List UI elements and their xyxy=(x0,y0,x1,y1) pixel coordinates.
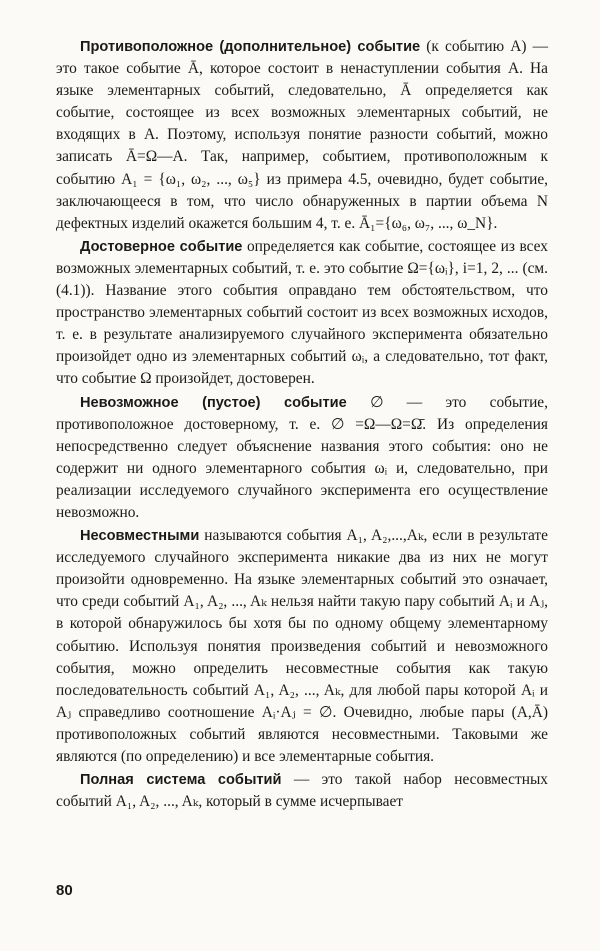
paragraph-complete-system xyxy=(56,769,548,813)
page-body xyxy=(56,36,548,813)
term-complementary-event: Противоположное (дополнительное) событие xyxy=(80,39,421,55)
page-number: 80 xyxy=(56,882,73,899)
paragraph-incompatible-events xyxy=(56,525,548,768)
term-incompatible-events: Несовместными xyxy=(80,528,200,545)
term-complete-system: Полная система событий xyxy=(80,772,282,789)
term-impossible-event: Невозможное (пустое) событие xyxy=(80,394,347,411)
paragraph-certain-event xyxy=(56,236,548,391)
paragraph-text: определяется как событие, состоящее из всех возможных элементарных событий, т. е. это событие Ω={ωᵢ}, i=1, 2, ... (см. (4.1)). Название этого события оправдано тем обстоятельством, что пространство элементарных событий состоит из всех возможных исходов, т. е. в результате анализируемого случайного эксперимента обязательно произойдет одно из элементарных событий ωᵢ, а следовательно, тот факт, что событие Ω произойдет, достоверен. xyxy=(56,237,548,388)
paragraph-text: — это такой набор несовместных событий A₁, A₂, ..., Aₖ, который в сумме исчерпывает xyxy=(56,771,548,811)
term-certain-event: Достоверное событие xyxy=(80,238,243,255)
paragraph-text: называются события A₁, A₂,...,Aₖ, если в результате исследуемого случайного эксперимента никакие два из них не могут произойти одновременно. На языке элементарных событий это означает, что среди событий A₁, A₂, ..., Aₖ нельзя найти такую пару событий Aᵢ и Aⱼ, в которой обнаружилось бы хотя бы по одному общему элементарному событию. Используя понятия произведения событий и невозможного события, можно определить несовместные события как такую последовательность событий A₁, A₂, ..., Aₖ, для любой пары которой Aᵢ и Aⱼ справедливо соотношение Aᵢ·Aⱼ = ∅. Очевидно, любые пары (A,Ā) противоположных событий являются несовместными. Таковыми же являются (по определению) и все элементарные события. xyxy=(56,527,548,765)
paragraph-complementary-event xyxy=(56,36,548,235)
paragraph-text: ∅ — это событие, противоположное достоверному, т. е. ∅ =Ω—Ω=Ω̄. Из определения непосредственно следует объяснение названия этого события: оно не содержит ни одного элементарного события ωᵢ и, следовательно, при реализации исследуемого случайного эксперимента его осуществление невозможно. xyxy=(56,393,548,521)
paragraph-text: (к событию A) — это такое событие Ā, которое состоит в ненаступлении события A. На языке элементарных событий, следовательно, Ā определяется как событие, состоящее из всех возможных элементарных событий, не входящих в A. Поэтому, используя понятие разности событий, можно записать Ā=Ω—A. Так, например, событием, противоположным к событию A₁ = {ω₁, ω₂, ..., ω₅} из примера 4.5, очевидно, будет событие, заключающееся в том, что число обнаруженных в партии объема N дефектных изделий окажется большим 4, т. е. Ā₁={ω₆, ω₇, ..., ω_N}. xyxy=(56,38,548,232)
paragraph-impossible-event xyxy=(56,392,548,525)
